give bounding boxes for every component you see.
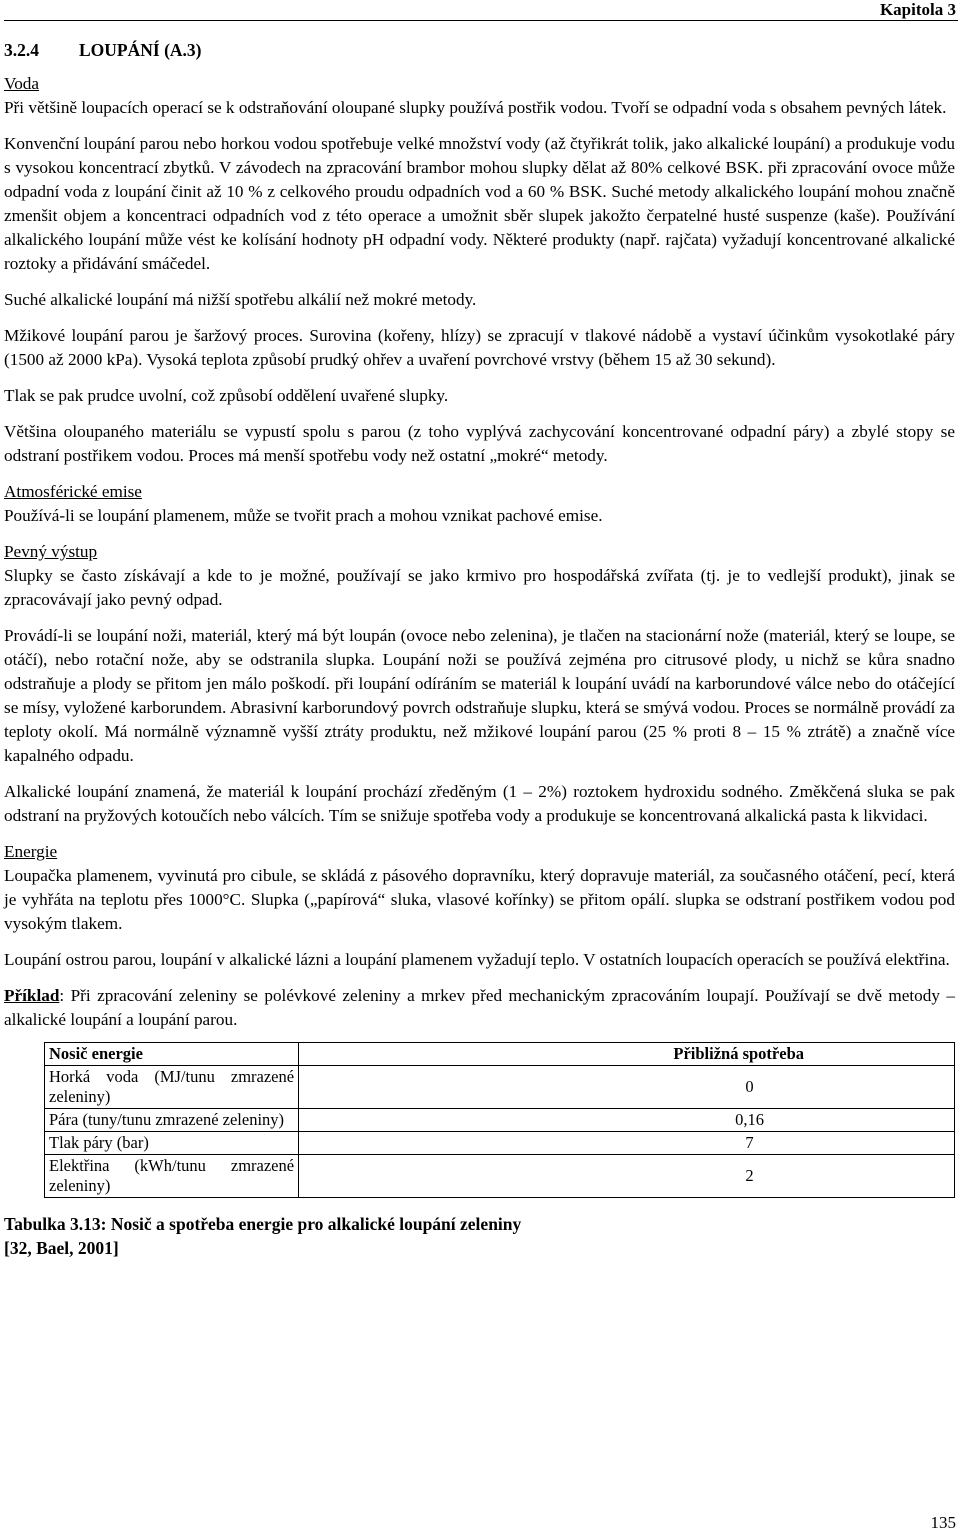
paragraph: Provádí-li se loupání noži, materiál, který má být loupán (ovoce nebo zelenina), je tlačen na stacionární nože (materiál, který se loupe, se otáčí), nebo rotační nože, aby se odstranila slupka. Loupání noži se používá zejména pro citrusové plody, u nichž se kůra snadno odstraňuje a plody se přitom jen málo poškodí. při loupání odíráním se materiál k loupání uvádí na karborundové válce nebo do otáčející se mísy, vyložené karborundem. Abrasivní karborundový povrch odstraňuje slupku, která se smývá vodou. Proces se normálně provádí za teploty okolí. Má normálně významně vyšší ztráty produktu, než mžikové loupání parou (25 % proti 8 – 15 % ztrátě) a značně více kapalného odpadu. [4,626,955,765]
paragraph: Většina oloupaného materiálu se vypustí spolu s parou (z toho vyplývá zachycování koncentrované odpadní páry) a zbylé stopy se odstraní postřikem vodou. Proces má menší spotřebu vody než ostatní „mokré“ metody. [4,422,955,465]
example-label: Příklad [4,986,60,1005]
example-text: : Při zpracování zeleniny se polévkové zeleniny a mrkev před mechanickým zpracováním loupají. Používají se dvě metody – alkalické loupání a loupání parou. [4,986,955,1029]
paragraph: Slupky se často získávají a kde to je možné, používají se jako krmivo pro hospodářská zvířata (tj. je to vedlejší produkt), jinak se zpracovávají jako pevný odpad. [4,566,955,609]
paragraph: Suché alkalické loupání má nižší spotřebu alkálií než mokré metody. [4,290,477,309]
section-number: 3.2.4 [4,40,39,60]
table-caption-source: [32, Bael, 2001] [4,1238,119,1258]
paragraph: Loupačka plamenem, vyvinutá pro cibule, se skládá z pásového dopravníku, který dopravuje materiál, za současného otáčení, pecí, která je vyhřáta na teplotu přes 1000°C. Slupka („papírová“ sluka, vlasové kořínky) se přitom opálí. slupka se odstraní postřikem vodou pod vysokým tlakem. [4,866,955,933]
table-header-consumption: Přibližná spotřeba [299,1043,955,1066]
table-row [45,1155,955,1198]
paragraph: Alkalické loupání znamená, že materiál k loupání prochází zředěným (1 – 2%) roztokem hydroxidu sodného. Změkčená sluka se pak odstraní na pryžových kotoučích nebo válcích. Tím se snižuje spotřeba vody a produkuje se koncentrovaná alkalická pasta k likvidaci. [4,782,955,825]
energy-table [44,1042,955,1198]
subheading-voda: Voda [4,74,40,93]
table-row [45,1132,955,1155]
table-caption-title: Tabulka 3.13: Nosič a spotřeba energie pro alkalické loupání zeleniny [4,1214,522,1234]
paragraph: Mžikové loupání parou je šaržový proces. Surovina (kořeny, hlízy) se zpracují v tlakové nádobě a vystaví účinkům vysokotlaké páry (1500 až 2000 kPa). Vysoká teplota způsobí prudký ohřev a uvaření povrchové vrstvy (během 15 až 30 sekund). [4,326,955,369]
table-cell-carrier: Horká voda (MJ/tunu zmrazené zeleniny) [45,1066,299,1109]
subheading-atmo: Atmosférické emise [4,482,142,501]
section-heading [4,28,955,72]
table-cell-carrier: Elektřina (kWh/tunu zmrazené zeleniny) [45,1155,299,1198]
paragraph: Používá-li se loupání plamenem, může se tvořit prach a mohou vznikat pachové emise. [4,506,603,525]
table-cell-carrier: Tlak páry (bar) [45,1132,299,1155]
paragraph: Loupání ostrou parou, loupání v alkalické lázni a loupání plamenem vyžadují teplo. V ostatních loupacích operacích se používá elektřina. [4,950,950,969]
paragraph: Konvenční loupání parou nebo horkou vodou spotřebuje velké množství vody (až čtyřikrát tolik, jako alkalické loupání) a produkuje vodu s vysokou koncentrací zbytků. V závodech na zpracování brambor mohou slupky dělat až 80% celkové BSK. při zpracování ovoce může odpadní voda z loupání činit až 10 % z celkového proudu odpadních vod a 60 % BSK. Suché metody alkalického loupání mohou značně zmenšit objem a koncentraci odpadních vod z této operace a umožnit sběr slupek jakožto čerpatelné husté suspenze (kaše). Používání alkalického loupání může vést ke kolísání hodnoty pH odpadní vody. Některé produkty (např. rajčata) vyžadují koncentrované alkalické roztoky a přidávání smáčedel. [4,134,955,273]
table-header-row [45,1043,955,1066]
paragraph: Tlak se pak prudce uvolní, což způsobí oddělení uvařené slupky. [4,386,449,405]
section-title: LOUPÁNÍ (A.3) [79,40,202,60]
table-row [45,1066,955,1109]
subheading-pevny: Pevný výstup [4,542,98,561]
table-row [45,1109,955,1132]
table-cell-value: 7 [299,1132,955,1155]
table-cell-carrier: Pára (tuny/tunu zmrazené zeleniny) [45,1109,299,1132]
table-cell-value: 0,16 [299,1109,955,1132]
header-rule [4,20,958,21]
paragraph: Při většině loupacích operací se k odstraňování oloupané slupky používá postřik vodou. Tvoří se odpadní voda s obsahem pevných látek. [4,98,947,117]
table-cell-value: 0 [299,1066,955,1109]
document-body [4,28,955,1260]
table-cell-value: 2 [299,1155,955,1198]
example-paragraph [4,984,955,1032]
subheading-energie: Energie [4,842,58,861]
chapter-header: Kapitola 3 [879,0,956,19]
page-number: 135 [930,1513,956,1532]
table-caption [4,1212,955,1260]
table-header-carrier: Nosič energie [45,1043,299,1066]
